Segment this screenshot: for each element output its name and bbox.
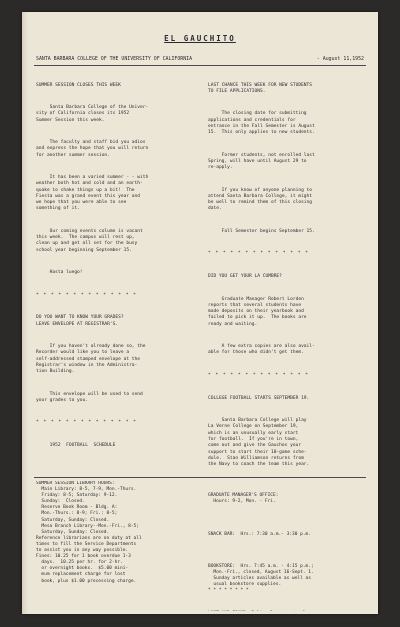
- newsletter-page: [22, 12, 378, 614]
- session-heading: SUMMER SESSION CLOSES THIS WEEK: [36, 82, 121, 88]
- separator-stars: * * * * * * * * * * * * * *: [36, 420, 137, 426]
- library-hours: SUMMER SESSION LIBRARY HOURS: Main Library: 8-5, 7-9, Mon.-Thurs. Friday: 8-5; Saturday: 9-12. Sunday: Closed. Reserve Book Room - Bldg. A: Mon.-Thurs.: 8-9; Fri.: 8-5; Saturday, Sunday: Closed. Mesa Branch Library--Mon.-Fri., 8-5; Saturday, Sunday: Closed. Reference librarians are on duty at all times to fill the Service Departments to assist you in any way possible. Fines: 10.25 for 1 book overdue 1-3 days. 10.25 per hr. for 2-hr. or overnight books. $5.00 mini- mum replacement charge for lost book, plus $1.00 processing charge.: [36, 481, 142, 584]
- football-schedule-heading: 1952 FOOTBALL SCHEDULE: [36, 443, 116, 449]
- masthead-subtitle: [36, 56, 364, 62]
- applications-paragraph-1: The closing date for submitting applications and credentials for entrance in the Fall Semester is August 15. This only applies to new students.: [208, 111, 315, 136]
- grades-paragraph-1: If you haven't already done so, the Recorder would like you to leave a self-addressed stamped envelope at the Registrar's window in the Administra- tion Building.: [36, 344, 146, 375]
- left-column: [36, 70, 204, 475]
- lost-and-found: [208, 611, 372, 612]
- right-column: [208, 70, 370, 475]
- applications-paragraph-3: If you know of anyone planning to attend Santa Barbara College, it might be well to remind them of this closing date.: [208, 187, 313, 212]
- footer-rule: [34, 477, 366, 478]
- graduate-manager-office: GRADUATE MANAGER'S OFFICE: Hours: 9-2, Mon. - Fri.: [208, 493, 279, 505]
- masthead-title: EL GAUCHITO: [164, 34, 236, 43]
- la-cumbre-paragraph-2: A few extra copies are also avail- able for those who didn't get them.: [208, 344, 315, 356]
- bookstore-hours: BOOKSTORE: Hrs. 7:45 a.m. - 4:15 p.m.; Mon.-Fri., closed, August 16-Sept. 1. Sunday articles available as well as usual bookstore supplies. * * * * * * * *: [208, 563, 314, 594]
- separator-stars: * * * * * * * * * * * * * *: [208, 251, 309, 257]
- applications-heading: LAST CHANCE THIS WEEK FOR NEW STUDENTS TO FILE APPLICATIONS.: [208, 82, 313, 94]
- session-paragraph-1: Santa Barbara College of the Univer- sity of California closes its 1952 Summer Session this week.: [36, 104, 149, 123]
- football-schedule: [36, 466, 204, 475]
- snack-bar-hours: SNACK BAR: Hrs.: 7:30 a.m.- 3:30 p.m.: [208, 531, 311, 537]
- masthead-college: SANTA BARBARA COLLEGE OF THE UNIVERSITY OF CALIFORNIA: [36, 56, 193, 62]
- session-paragraph-5: Hasta luego!: [36, 270, 83, 276]
- footer-right: [208, 481, 372, 611]
- la-cumbre-heading: DID YOU GET YOUR LA CUMBRE?: [208, 274, 282, 280]
- session-paragraph-3: It has been a varied summer - - with weather both hot and cold and an earth- quake to shake things up a bit! The Fiesta was a grand event this year and we hope that you were able to see something of it.: [36, 174, 149, 212]
- session-paragraph-2: The faculty and staff bid you adios and express the hope that you will return for another summer session.: [36, 139, 149, 158]
- masthead-rule: [34, 65, 366, 66]
- applications-paragraph-2: Former students, not enrolled last Spring, will have until August 29 to re-apply.: [208, 152, 315, 171]
- applications-paragraph-4: Fall Semester begins September 15.: [208, 228, 315, 234]
- paper-edge: [22, 12, 28, 614]
- football-paragraph-1: Santa Barbara College will play La Verne College on September 19, which is an unusually early start for football. If you're in town, come out and give the Gauchos your support to start their 10-game sche- dule. Stan Williamson returns from the Navy to coach the team this year.: [208, 418, 310, 468]
- separator-stars: * * * * * * * * * * * * * *: [208, 372, 309, 378]
- la-cumbre-paragraph-1: Graduate Manager Robert Lorden reports that several students have made deposits on their yearbook and failed to pick it up. The books are ready and waiting.: [208, 296, 307, 327]
- football-heading: COLLEGE FOOTBALL STARTS SEPTEMBER 19.: [208, 395, 310, 401]
- grades-paragraph-2: This envelope will be used to send your grades to you.: [36, 391, 143, 403]
- grades-heading: DO YOU WANT TO KNOW YOUR GRADES? LEAVE ENVELOPE AT REGISTRAR'S.: [36, 315, 124, 327]
- session-paragraph-4: Our coming events column is vacant this week. The campus will rest up, clean up and get all set for the busy school year beginning September 15.: [36, 228, 143, 253]
- masthead-date: - August 11,1952: [316, 56, 364, 62]
- separator-stars: * * * * * * * * * * * * * *: [36, 292, 137, 298]
